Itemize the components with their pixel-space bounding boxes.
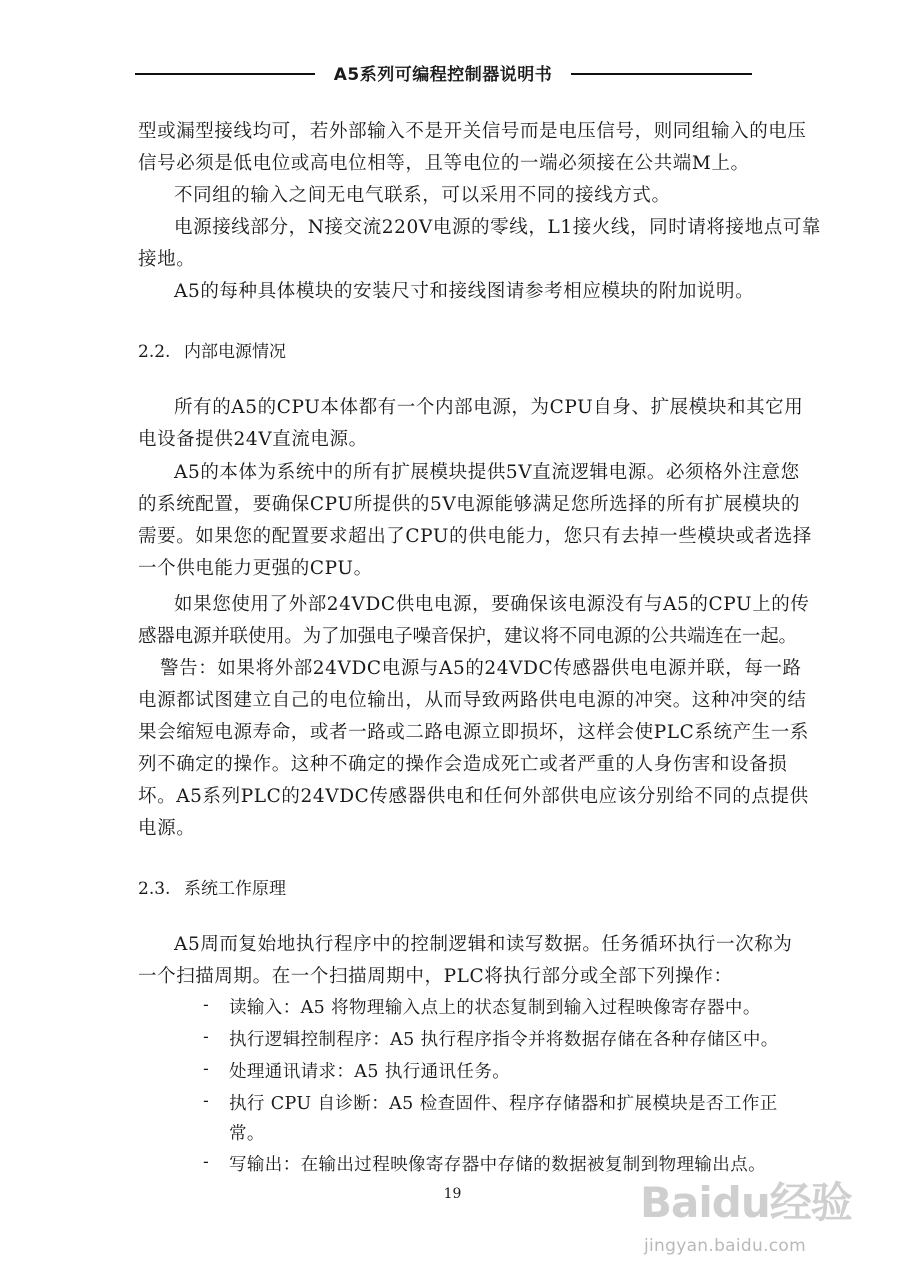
paragraph-line: 的系统配置，要确保CPU所提供的5V电源能够满足您所选择的所有扩展模块的 <box>138 494 801 515</box>
paragraph-line: 电源都试图建立自己的电位输出，从而导致两路供电电源的冲突。这种冲突的结 <box>138 690 807 711</box>
paragraph-line: 果会缩短电源寿命，或者一路或二路电源立即损坏，这样会使PLC系统产生一系 <box>138 722 809 743</box>
paragraph-line: 接地。 <box>138 249 196 270</box>
paragraph-line: 所有的A5的CPU本体都有一个内部电源，为CPU自身、扩展模块和其它用 <box>174 397 804 418</box>
section-heading-2-2 <box>138 337 286 362</box>
list-item-continuation: 常。 <box>229 1124 265 1144</box>
paragraph-line: A5的本体为系统中的所有扩展模块提供5V直流逻辑电源。必须格外注意您 <box>174 462 800 483</box>
list-item: 处理通讯请求：A5 执行通讯任务。 <box>229 1062 511 1082</box>
page-number: 19 <box>443 1186 462 1202</box>
list-item: 执行 CPU 自诊断：A5 检查固件、程序存储器和扩展模块是否工作正 <box>229 1094 778 1114</box>
section-title: 系统工作原理 <box>184 879 286 899</box>
bullet-dash: - <box>203 1059 209 1079</box>
paragraph-line: 感器电源并联使用。为了加强电子噪音保护，建议将不同电源的公共端连在一起。 <box>138 626 797 647</box>
paragraph-line: 列不确定的操作。这种不确定的操作会造成死亡或者严重的人身伤害和设备损 <box>138 754 788 775</box>
paragraph-line: 电源。 <box>138 818 196 839</box>
paragraph-line: 一个供电能力更强的CPU。 <box>138 558 373 579</box>
bullet-dash: - <box>203 1152 209 1172</box>
section-number: 2.3. <box>138 879 171 899</box>
section-heading-2-3 <box>138 874 286 899</box>
header-rule-left <box>135 73 315 75</box>
document-title: A5系列可编程控制器说明书 <box>333 65 553 85</box>
list-item: 读输入：A5 将物理输入点上的状态复制到输入过程映像寄存器中。 <box>229 998 761 1018</box>
header-rule-right <box>571 73 752 75</box>
baidu-watermark <box>640 1170 870 1265</box>
section-number: 2.2. <box>138 342 171 362</box>
paragraph-line: 型或漏型接线均可，若外部输入不是开关信号而是电压信号，则同组输入的电压 <box>138 121 807 142</box>
paragraph-line: A5的每种具体模块的安装尺寸和接线图请参考相应模块的附加说明。 <box>174 281 755 302</box>
paragraph-line: 不同组的输入之间无电气联系，可以采用不同的接线方式。 <box>174 185 671 206</box>
paragraph-line: 信号必须是低电位或高电位相等，且等电位的一端必须接在公共端M上。 <box>138 153 750 174</box>
paragraph-line: 一个扫描周期。在一个扫描周期中，PLC将执行部分或全部下列操作： <box>138 966 733 987</box>
section-title: 内部电源情况 <box>184 342 286 362</box>
watermark-url: jingyan.baidu.com <box>644 1236 806 1256</box>
paragraph-line: 电源接线部分，N接交流220V电源的零线，L1接火线，同时请将接地点可靠 <box>174 217 822 238</box>
watermark-logo: Baidu经验 <box>640 1178 852 1227</box>
bullet-dash: - <box>203 995 209 1015</box>
paragraph-line: 警告：如果将外部24VDC电源与A5的24VDC传感器供电电源并联，每一路 <box>160 658 802 679</box>
list-item: 写输出：在输出过程映像寄存器中存储的数据被复制到物理输出点。 <box>229 1155 766 1175</box>
bullet-dash: - <box>203 1091 209 1111</box>
paragraph-line: 如果您使用了外部24VDC供电电源，要确保该电源没有与A5的CPU上的传 <box>174 594 810 615</box>
list-item: 执行逻辑控制程序：A5 执行程序指令并将数据存储在各种存储区中。 <box>229 1030 779 1050</box>
paragraph-line: A5周而复始地执行程序中的控制逻辑和读写数据。任务循环执行一次称为 <box>174 934 793 955</box>
paragraph-line: 电设备提供24V直流电源。 <box>138 429 368 450</box>
paragraph-line: 坏。A5系列PLC的24VDC传感器供电和任何外部供电应该分别给不同的点提供 <box>138 786 809 807</box>
paragraph-line: 需要。如果您的配置要求超出了CPU的供电能力，您只有去掉一些模块或者选择 <box>138 526 812 547</box>
bullet-dash: - <box>203 1027 209 1047</box>
